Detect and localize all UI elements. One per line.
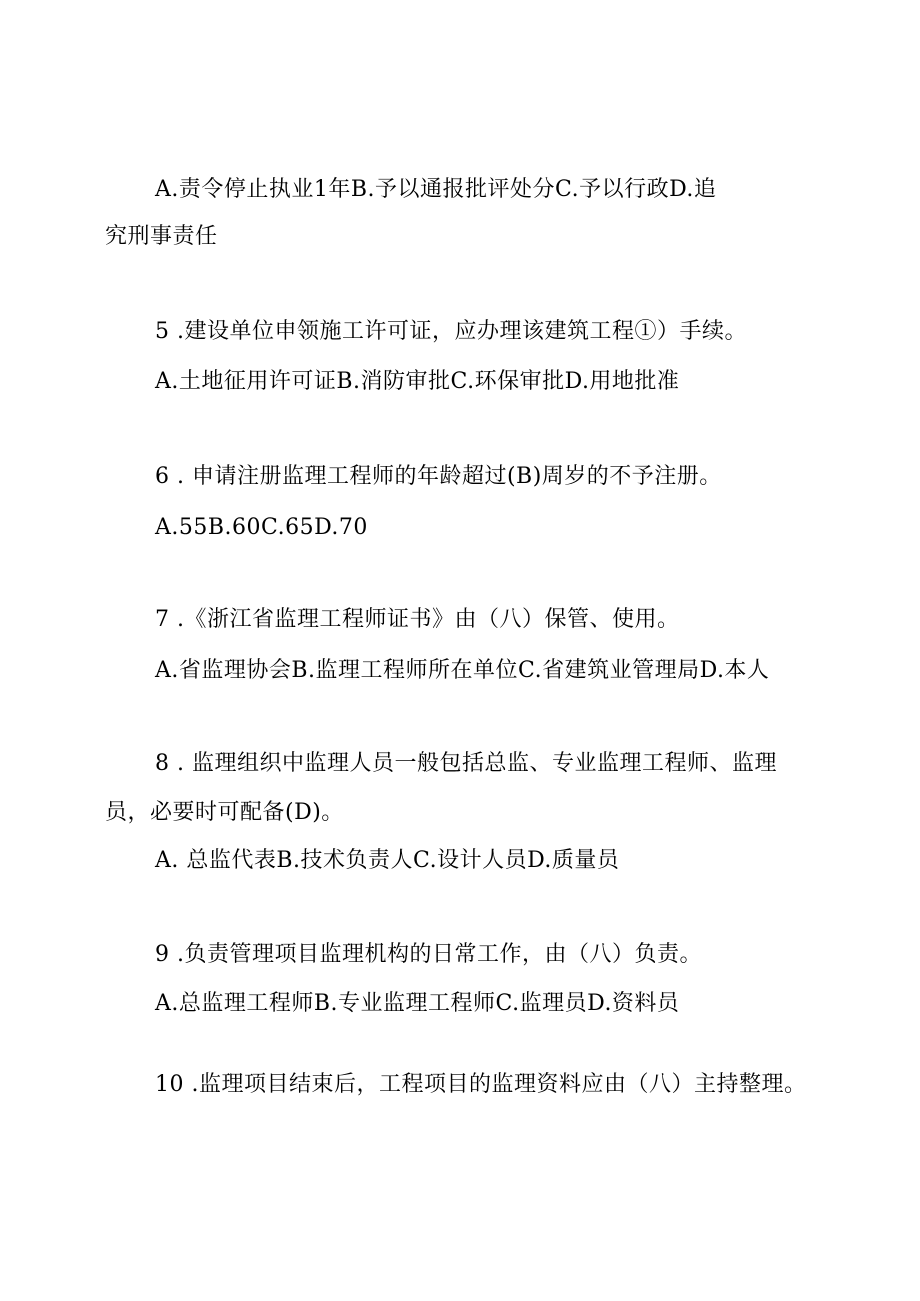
q4-options-line-2: 究刑事责任 [105, 224, 218, 249]
q7-options: A.省监理协会B.监理工程师所在单位C.省建筑业管理局D.本人 [155, 658, 770, 683]
q6-options: A.55B.60C.65D.70 [155, 515, 368, 540]
q4-options-line-1: A.责令停止执业1年B.予以通报批评处分C.予以行政D.追 [155, 177, 717, 202]
q8-options: A. 总监代表B.技术负责人C.设计人员D.质量员 [155, 848, 620, 873]
q5-options: A.土地征用许可证B.消防审批C.环保审批D.用地批准 [155, 369, 680, 394]
question-6: 6 . 申请注册监理工程师的年龄超过(B)周岁的不予注册。 [155, 464, 722, 489]
q9-options: A.总监理工程师B.专业监理工程师C.监理员D.资料员 [155, 991, 680, 1016]
question-9: 9 .负责管理项目监理机构的日常工作，由（八）负责。 [155, 942, 702, 967]
question-8-line-2: 员，必要时可配备(D)。 [105, 800, 344, 825]
question-10: 10 .监理项目结束后，工程项目的监理资料应由（八）主持整理。 [155, 1072, 807, 1097]
question-5: 5 .建设单位申领施工许可证，应办理该建筑工程①）手续。 [155, 319, 747, 344]
question-8-line-1: 8 . 监理组织中监理人员一般包括总监、专业监理工程师、监理 [155, 751, 777, 776]
question-7: 7 .《浙江省监理工程师证书》由（八）保管、使用。 [155, 607, 680, 632]
